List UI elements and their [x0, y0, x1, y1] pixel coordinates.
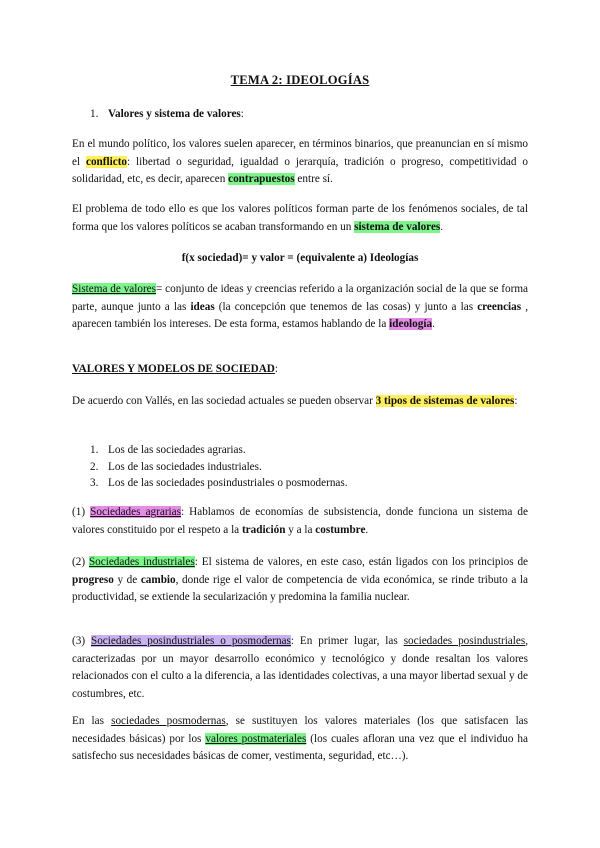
section-heading-2: VALORES Y MODELOS DE SOCIEDAD:: [72, 363, 278, 375]
list-item: 1. Los de las sociedades agrarias.: [90, 444, 246, 456]
section-heading-1: 1. Valores y sistema de valores:: [90, 108, 244, 120]
paragraph-industriales: (2) Sociedades industriales: El sistema de valores, en este caso, están ligados con los principios de progreso y de cambio, donde rige el valor de competencia de vida económica, se rinde tributo a la productividad, se extiende la secularización y predomina la familia nuclear.: [72, 556, 528, 604]
highlight-valores-postmateriales: valores postmateriales: [205, 732, 307, 745]
highlight-contrapuestos: contrapuestos: [228, 173, 295, 186]
paragraph-posmodernas: En las sociedades posmodernas, se sustituyen los valores materiales (los que satisfacen las necesidades básicas) por los valores postmateriales (los cuales afloran una vez que el individuo ha satisfecho sus necesidades básicas de comer, vestimenta, seguridad, etc…).: [72, 715, 528, 763]
highlight-sistema-de-valores: sistema de valores: [354, 220, 441, 233]
highlight-sociedades-agrarias: Sociedades agrarias: [90, 506, 181, 518]
highlight-sociedades-posindustriales: Sociedades posindustriales o posmodernas: [90, 635, 291, 647]
paragraph-agrarias: (1) Sociedades agrarias: Hablamos de economías de subsistencia, donde funciona un sistema de valores constituido por el respeto a la tradición y a la costumbre.: [72, 506, 528, 536]
list-item: 3. Los de las sociedades posindustriales o posmodernas.: [90, 477, 348, 489]
formula-line: f(x sociedad)= y valor = (equivalente a) Ideologías: [181, 252, 419, 264]
highlight-conflicto: conflicto: [86, 155, 128, 168]
page-title: TEMA 2: IDEOLOGÍAS: [230, 73, 370, 87]
paragraph-values-binary: En el mundo político, los valores suelen aparecer, en términos binarios, que preanuncian en sí mismo el conflicto: libertad o seguridad, igualdad o jerarquía, tradición o progreso, competitividad o solidaridad, etc, es decir, aparecen contrapuestos entre sí.: [72, 138, 528, 186]
society-types-list: [90, 442, 510, 492]
section-heading-label: Valores y sistema de valores: [108, 108, 241, 120]
paragraph-posindustriales: (3) Sociedades posindustriales o posmodernas: En primer lugar, las sociedades posindustriales, caracterizadas por un mayor desarrollo económico y tecnológico y donde resaltan los valores relacionados con el culto a la diferencia, a las identidades colectivas, a una mayor libertad sexual y de costumbres, etc.: [72, 635, 528, 700]
list-item: 2. Los de las sociedades industriales.: [90, 460, 262, 473]
paragraph-valles: De acuerdo con Vallés, en las sociedad actuales se pueden observar 3 tipos de sistemas de valores:: [72, 395, 518, 407]
highlight-sociedades-industriales: Sociedades industriales: [88, 556, 195, 568]
highlight-ideologia: ideología: [389, 318, 433, 331]
highlight-sistema-de-valores-def: Sistema de valores: [72, 283, 157, 295]
paragraph-definition: Sistema de valores= conjunto de ideas y creencias referido a la organización social de la que se forma parte, aunque junto a las ideas (la concepción que tenemos de las cosas) y junto a las creencias , aparecen también los intereses. De esta forma, estamos hablando de la ideología.: [72, 283, 529, 331]
paragraph-problem: El problema de todo ello es que los valores políticos forman parte de los fenómenos sociales, de tal forma que los valores políticos se acaban transformando en un sistema de valores.: [72, 203, 528, 233]
highlight-3-tipos: 3 tipos de sistemas de valores: [375, 395, 515, 407]
